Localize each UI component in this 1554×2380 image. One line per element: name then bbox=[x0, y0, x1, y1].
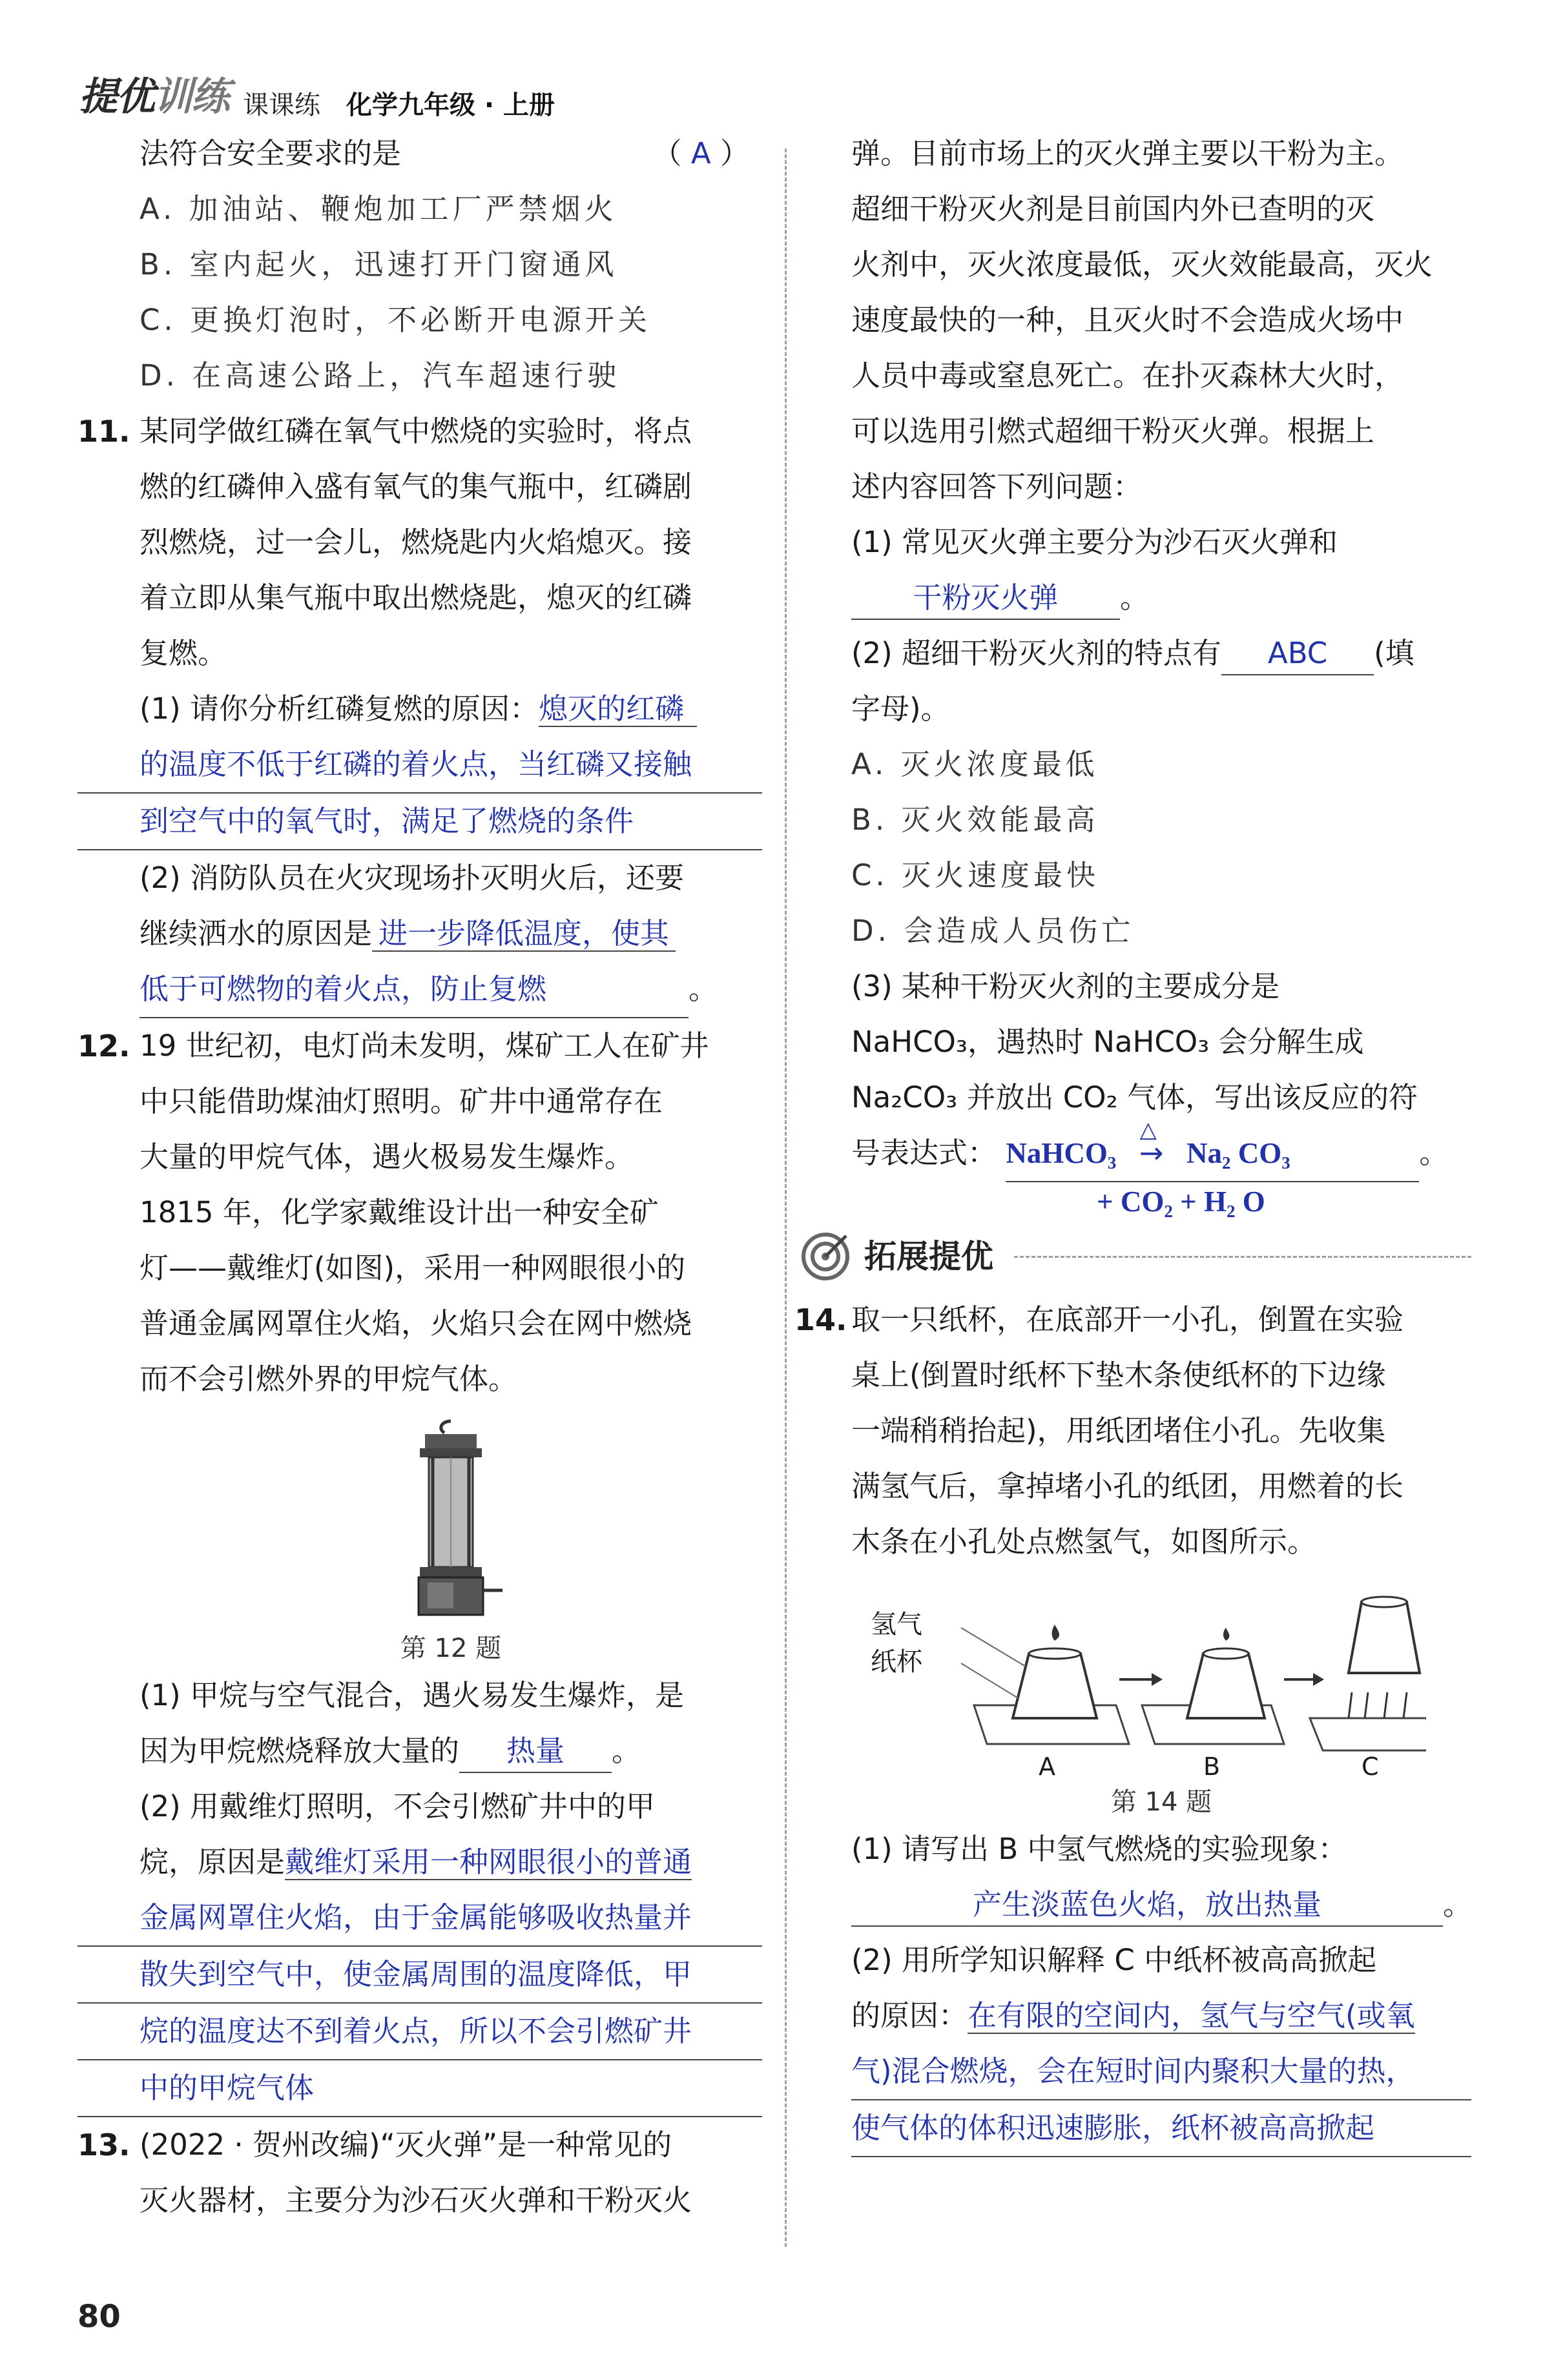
q11-stem-line: 11. 某同学做红磷在氧气中燃烧的实验时，将点 bbox=[78, 404, 762, 459]
q14-stem-line: 桌上(倒置时纸杯下垫木条使纸杯的下边缘 bbox=[851, 1358, 1386, 1392]
q13-stem-line: 火剂中，灭火浓度最低，灭火效能最高，灭火 bbox=[851, 247, 1433, 282]
q11-number: 11. bbox=[78, 414, 130, 449]
q13-part1: 干粉灭火弹 。 bbox=[851, 570, 1471, 626]
q11-part2: 继续洒水的原因是 进一步降低温度，使其 bbox=[78, 906, 762, 961]
target-icon bbox=[800, 1231, 851, 1282]
q10-option: B. 室内起火，迅速打开门窗通风 bbox=[140, 247, 618, 282]
q14-figure bbox=[851, 1589, 1471, 1783]
q11-part2-label: (2) 消防队员在火灾现场扑灭明火后，还要 bbox=[140, 861, 685, 895]
series-name: 课课练 bbox=[243, 90, 320, 120]
brand-logo: 提优训练 bbox=[79, 74, 229, 119]
book-title: 化学九年级 · 上册 bbox=[346, 90, 555, 120]
equation-product: Na₂ CO₃ bbox=[1186, 1137, 1290, 1169]
q13-part3-line: NaHCO₃，遇热时 NaHCO₃ 会分解生成 bbox=[851, 1025, 1364, 1059]
equation-reactant: NaHCO₃ bbox=[1006, 1137, 1117, 1169]
section-header bbox=[800, 1221, 1471, 1292]
q14-figure-caption: 第 14 题 bbox=[1110, 1787, 1212, 1817]
q14-number: 14. bbox=[794, 1302, 847, 1337]
heat-condition: △ bbox=[1139, 1117, 1157, 1143]
left-column bbox=[78, 126, 762, 2228]
q11-part1-answer-line: 到空气中的氧气时，满足了燃烧的条件 bbox=[78, 794, 762, 850]
q11-part1-answer-line: 的温度不低于红磷的着火点，当红磷又接触 bbox=[78, 737, 762, 794]
q11-stem-line: 烈燃烧，过一会儿，燃烧匙内火焰熄灭。接 bbox=[140, 525, 692, 559]
q10-option: A. 加油站、鞭炮加工厂严禁烟火 bbox=[140, 192, 617, 226]
q13-number: 13. bbox=[78, 2128, 130, 2162]
q12-stem-line: 普通金属网罩住火焰，火焰只会在网中燃烧 bbox=[140, 1306, 692, 1340]
q14-part1-answer: 产生淡蓝色火焰，放出热量 bbox=[851, 1884, 1443, 1927]
q12-stem-line: 灯——戴维灯(如图)，采用一种网眼很小的 bbox=[140, 1251, 686, 1285]
q14-part2-answer-line: 使气体的体积迅速膨胀，纸杯被高高掀起 bbox=[851, 2100, 1471, 2157]
q12-stem-line: 而不会引燃外界的甲烷气体。 bbox=[140, 1362, 518, 1396]
q14-part2-answer: 在有限的空间内，氢气与空气(或氧 bbox=[968, 1998, 1415, 2033]
q13-part2: (2) 超细干粉灭火剂的特点有 ABC (填 bbox=[851, 626, 1471, 681]
q13-stem-line: 弹。目前市场上的灭火弹主要以干粉为主。 bbox=[851, 136, 1404, 170]
q12-stem-line: 大量的甲烷气体，遇火极易发生爆炸。 bbox=[140, 1140, 634, 1174]
q10-stem: 法符合安全要求的是 （ A ） bbox=[78, 126, 762, 181]
q14-stem-line: 满氢气后，拿掉堵小孔的纸团，用燃着的长 bbox=[851, 1469, 1404, 1503]
q10-option: C. 更换灯泡时，不必断开电源开关 bbox=[140, 303, 652, 337]
q13-part2-answer: ABC bbox=[1221, 633, 1374, 675]
q12-stem-line: 1815 年，化学家戴维设计出一种安全矿 bbox=[140, 1195, 659, 1229]
davy-lamp-image bbox=[380, 1416, 522, 1623]
q12-stem-line: 中只能借助煤油灯照明。矿井中通常存在 bbox=[140, 1084, 663, 1118]
q14-stem-line: 木条在小孔处点燃氢气，如图所示。 bbox=[851, 1524, 1317, 1559]
q10-answer: A bbox=[690, 136, 711, 170]
q12-part2: 烷，原因是戴维灯采用一种网眼很小的普通 bbox=[140, 1845, 692, 1879]
paper-cup-diagram bbox=[896, 1589, 1426, 1783]
q12-figure-caption: 第 12 题 bbox=[400, 1634, 502, 1663]
q10-option: D. 在高速公路上，汽车超速行驶 bbox=[140, 358, 621, 393]
q13-part3-equation: 号表达式： NaHCO₃ △ → Na₂ CO₃ 。 bbox=[851, 1125, 1471, 1182]
q11-stem-line: 燃的红磷伸入盛有氧气的集气瓶中，红磷剧 bbox=[140, 469, 692, 504]
column-divider bbox=[785, 149, 787, 2247]
q12-part2-label: (2) 用戴维灯照明，不会引燃矿井中的甲 bbox=[140, 1789, 656, 1823]
right-column bbox=[794, 126, 1473, 2157]
q13-stem-line: 超细干粉灭火剂是目前国内外已查明的灭 bbox=[851, 192, 1375, 226]
q13-part3-line: Na₂CO₃ 并放出 CO₂ 气体，写出该反应的符 bbox=[851, 1080, 1418, 1114]
q12-part2-answer-line: 中的甲烷气体 bbox=[78, 2060, 762, 2117]
davy-lamp-figure bbox=[140, 1416, 762, 1629]
q13-equation-blank bbox=[1006, 1117, 1419, 1182]
q11-stem-line: 复燃。 bbox=[140, 636, 227, 670]
q12-part2-answer-line: 散失到空气中，使金属周围的温度降低，甲 bbox=[78, 1947, 762, 2004]
q13-option: D. 会造成人员伤亡 bbox=[851, 914, 1135, 948]
q10-answer-paren: （ A ） bbox=[652, 136, 749, 170]
q13-part1-label: (1) 常见灭火弹主要分为沙石灭火弹和 bbox=[851, 525, 1338, 559]
q11-part1: (1) 请你分析红磷复燃的原因：熄灭的红磷 bbox=[78, 681, 762, 737]
section-rule bbox=[1014, 1256, 1471, 1258]
q13-stem-line: 述内容回答下列问题： bbox=[851, 469, 1143, 504]
q12-part1-label: (1) 甲烷与空气混合，遇火易发生爆炸，是 bbox=[140, 1678, 685, 1712]
label-paper-cup: 纸杯 bbox=[871, 1647, 922, 1677]
q13-part1-answer: 干粉灭火弹 bbox=[851, 577, 1120, 620]
label-b: B bbox=[1203, 1752, 1221, 1781]
q12-part1-answer: 热量 bbox=[459, 1730, 612, 1773]
q13-stem-line: 可以选用引燃式超细干粉灭火弹。根据上 bbox=[851, 414, 1375, 448]
q14-part1: 产生淡蓝色火焰，放出热量 。 bbox=[851, 1877, 1471, 1933]
q14-part2-label: (2) 用所学知识解释 C 中纸杯被高高掀起 bbox=[851, 1943, 1377, 1977]
q13-stem-line: 速度最快的一种，且灭火时不会造成火场中 bbox=[851, 303, 1404, 337]
label-c: C bbox=[1362, 1752, 1379, 1781]
q11-stem-line: 着立即从集气瓶中取出燃烧匙，熄灭的红磷 bbox=[140, 580, 692, 615]
q11-part2-answer: 进一步降低温度，使其 bbox=[372, 916, 676, 952]
q12-part2-answer-line: 金属网罩住火焰，由于金属能够吸收热量并 bbox=[78, 1890, 762, 1947]
q14-part1-label: (1) 请写出 B 中氢气燃烧的实验现象： bbox=[851, 1832, 1347, 1866]
q13-option: A. 灭火浓度最低 bbox=[851, 747, 1099, 781]
page-number: 80 bbox=[78, 2299, 121, 2335]
q13-option: B. 灭火效能最高 bbox=[851, 803, 1099, 837]
equation-arrow: △ → bbox=[1126, 1125, 1177, 1181]
q11-part2-answer-line: 低于可燃物的着火点，防止复燃 。 bbox=[78, 961, 762, 1018]
q12-stem-line: 12. 19 世纪初，电灯尚未发明，煤矿工人在矿井 bbox=[78, 1018, 762, 1074]
q12-number: 12. bbox=[78, 1029, 130, 1063]
section-title: 拓展提优 bbox=[864, 1238, 993, 1275]
label-a: A bbox=[1039, 1752, 1055, 1781]
q11-part1-answer: 熄灭的红磷 bbox=[539, 692, 697, 727]
q12-part2-answer: 戴维灯采用一种网眼很小的普通 bbox=[285, 1845, 692, 1879]
q12-part2-answer-line: 烷的温度达不到着火点，所以不会引燃矿井 bbox=[78, 2004, 762, 2060]
q14-stem-line: 一端稍稍抬起)，用纸团堵住小孔。先收集 bbox=[851, 1413, 1386, 1448]
q13-option: C. 灭火速度最快 bbox=[851, 858, 1100, 892]
q14-part2: 的原因：在有限的空间内，氢气与空气(或氧 bbox=[851, 1998, 1415, 2033]
page-header bbox=[79, 63, 555, 121]
q12-part1: 因为甲烷燃烧释放大量的 热量 。 bbox=[78, 1723, 762, 1779]
q13-part2-tail: 字母)。 bbox=[851, 692, 950, 726]
q14-stem-line: 14. 取一只纸杯，在底部开一小孔，倒置在实验 bbox=[851, 1292, 1471, 1348]
label-hydrogen: 氢气 bbox=[871, 1610, 922, 1639]
q13-equation-line2: + CO₂ + H₂ O bbox=[1097, 1185, 1265, 1218]
q14-part2-answer-line: 气)混合燃烧，会在短时间内聚积大量的热， bbox=[851, 2044, 1471, 2100]
q13-stem-line: 灭火器材，主要分为沙石灭火弹和干粉灭火 bbox=[140, 2183, 692, 2217]
q13-part3-line: (3) 某种干粉灭火剂的主要成分是 bbox=[851, 969, 1280, 1003]
q13-stem-line: 13. (2022 · 贺州改编)“灭火弹”是一种常见的 bbox=[78, 2117, 762, 2173]
q13-stem-line: 人员中毒或窒息死亡。在扑灭森林大火时， bbox=[851, 358, 1404, 393]
